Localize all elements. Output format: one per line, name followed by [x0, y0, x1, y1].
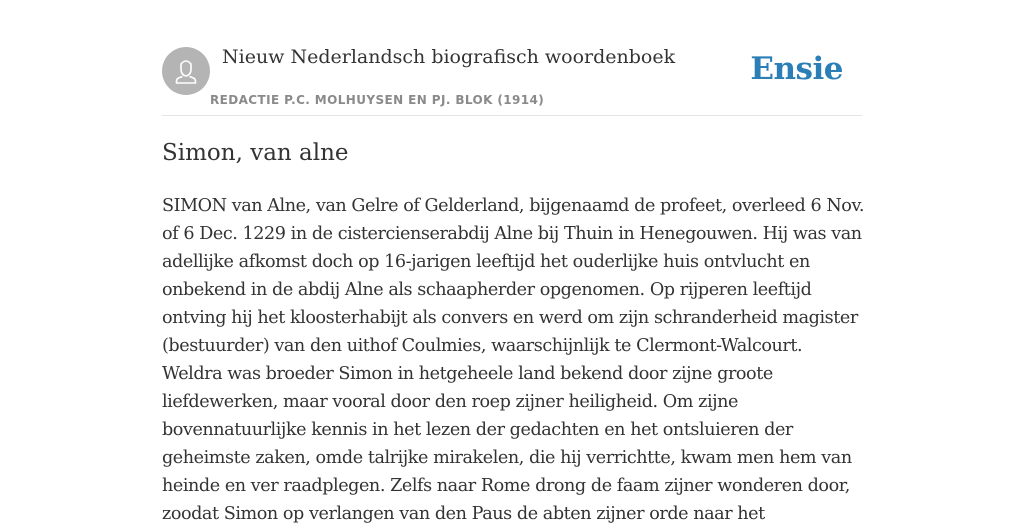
entry-line: of 6 Dec. 1229 in de cistercienserabdij Alne bij Thuin in Henegouwen. Hij was van [162, 224, 862, 244]
entry-line: heinde en ver raadplegen. Zelfs naar Rome drong de faam zijner wonderen door, [162, 476, 850, 496]
entry-line: geheimste zaken, omde talrijke mirakelen, die hij verrichtte, kwam men hem van [162, 448, 852, 468]
entry-line: SIMON van Alne, van Gelre of Gelderland, bijgenaamd de profeet, overleed 6 Nov. [162, 196, 864, 216]
entry-line: bovennatuurlijke kennis in het lezen der gedachten en het ontsluieren der [162, 420, 793, 440]
page-header [162, 40, 862, 116]
ensie-logo[interactable]: Ensie [750, 51, 843, 87]
entry-line: liefdewerken, maar vooral door den roep zijner heiligheid. Om zijne [162, 392, 738, 412]
entry-title: Simon, van alne [162, 140, 349, 166]
user-icon [162, 47, 210, 95]
entry-line: (bestuurder) van den uithof Coulmies, waarschijnlijk te Clermont-Walcourt. [162, 336, 803, 356]
book-editors: REDACTIE P.C. MOLHUYSEN EN PJ. BLOK (1914) [210, 93, 545, 107]
entry-line: zoodat Simon op verlangen van den Paus de abten zijner orde naar het [162, 504, 765, 524]
book-title[interactable]: Nieuw Nederlandsch biografisch woordenboek [222, 46, 676, 68]
entry-line: onbekend in de abdij Alne als schaapherder opgenomen. Op rijperen leeftijd [162, 280, 812, 300]
entry-line: ontving hij het kloosterhabijt als convers en werd om zijn schranderheid magister [162, 308, 858, 328]
author-avatar[interactable] [162, 47, 210, 95]
entry-body [162, 192, 882, 528]
entry-line: Weldra was broeder Simon in hetgeheele land bekend door zijne groote [162, 364, 773, 384]
entry-line: adellijke afkomst doch op 16-jarigen leeftijd het ouderlijke huis ontvlucht en [162, 252, 810, 272]
